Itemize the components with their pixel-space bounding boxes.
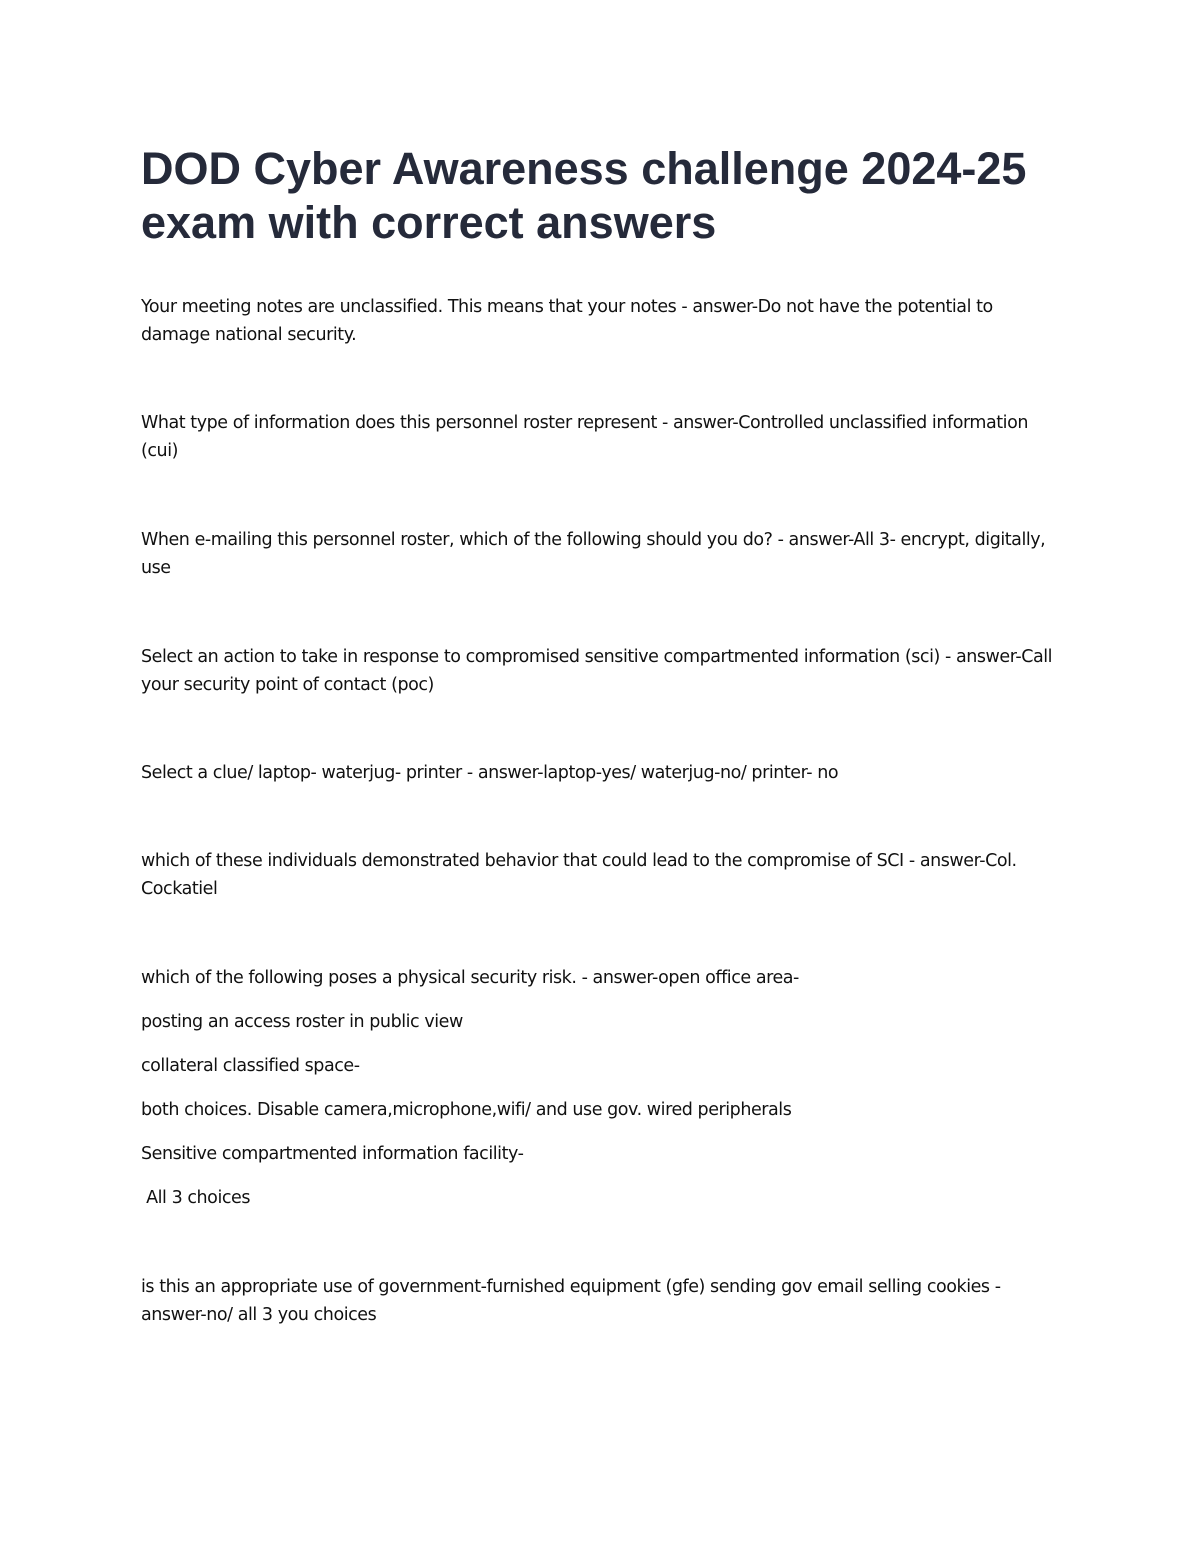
qa-entry-emailing-roster: When e-mailing this personnel roster, which of the following should you do? - answer-All 3- encrypt, digitally, use bbox=[141, 530, 1046, 578]
answer-line-collateral-space: collateral classified space- bbox=[141, 1056, 360, 1076]
qa-entry-meeting-notes: Your meeting notes are unclassified. This means that your notes - answer-Do not have the potential to damage national security. bbox=[141, 297, 993, 345]
document-title: DOD Cyber Awareness challenge 2024-25 exam with correct answers bbox=[141, 143, 1027, 248]
qa-entry-compromised-sci: Select an action to take in response to compromised sensitive compartmented information (sci) - answer-Call your security point of contact (poc) bbox=[141, 647, 1053, 695]
answer-line-all-3-choices: All 3 choices bbox=[141, 1188, 251, 1208]
answer-line-access-roster: posting an access roster in public view bbox=[141, 1012, 463, 1032]
answer-line-scif: Sensitive compartmented information facility- bbox=[141, 1144, 524, 1164]
qa-entry-select-clue: Select a clue/ laptop- waterjug- printer - answer-laptop-yes/ waterjug-no/ printer- no bbox=[141, 763, 839, 783]
qa-entry-physical-security: which of the following poses a physical security risk. - answer-open office area- bbox=[141, 968, 799, 988]
qa-entry-gfe-use: is this an appropriate use of government-furnished equipment (gfe) sending gov email selling cookies - answer-no/ all 3 you choices bbox=[141, 1277, 1001, 1325]
answer-line-both-choices: both choices. Disable camera,microphone,wifi/ and use gov. wired peripherals bbox=[141, 1100, 792, 1120]
qa-entry-sci-behavior: which of these individuals demonstrated behavior that could lead to the compromise of SCI - answer-Col. Cockatiel bbox=[141, 851, 1017, 899]
qa-entry-personnel-roster: What type of information does this personnel roster represent - answer-Controlled unclassified information (cui) bbox=[141, 413, 1028, 461]
